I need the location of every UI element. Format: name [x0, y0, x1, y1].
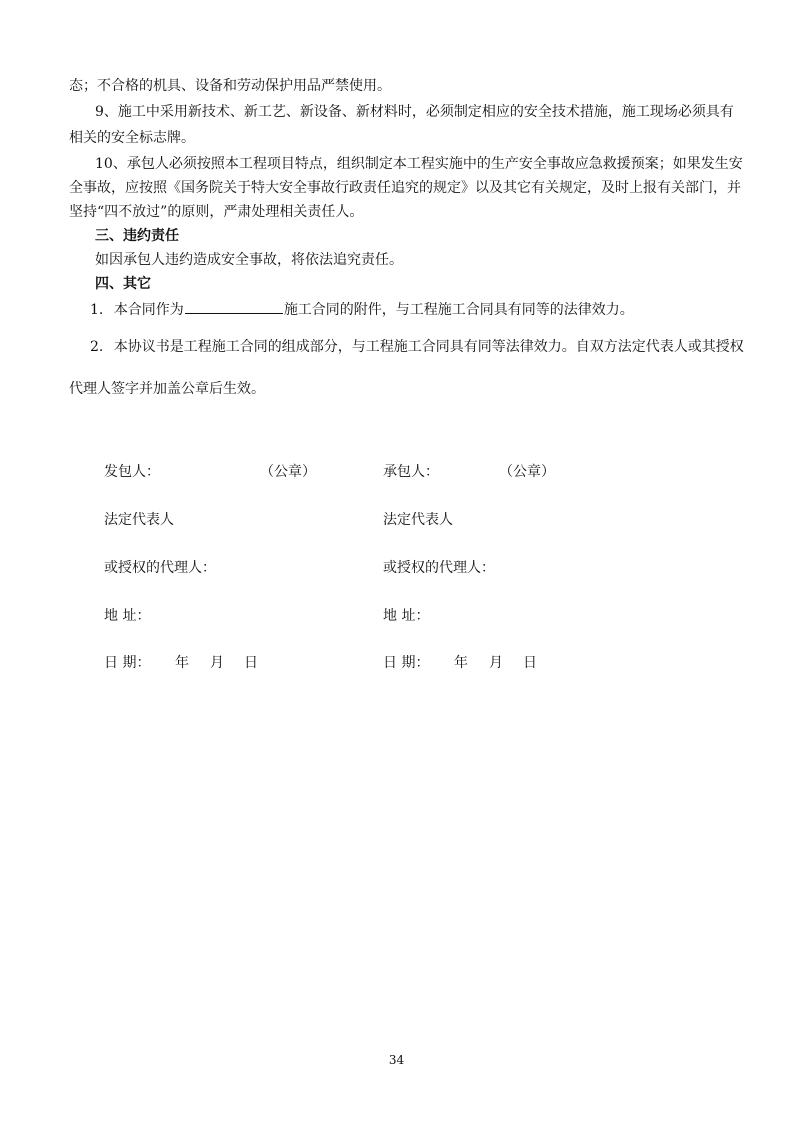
employer-date-day: 日 — [244, 655, 258, 671]
contractor-address: 地 址： — [383, 608, 430, 624]
section-4-item-2-line-2: 代理人签字并加盖公章后生效。 — [69, 381, 265, 397]
contractor-agent: 或授权的代理人： — [383, 560, 495, 576]
employer-legal-rep: 法定代表人 — [104, 512, 174, 528]
section-3-heading: 三、违约责任 — [95, 228, 179, 244]
clause-10-line-1: 10、承包人必须按照本工程项目特点，组织制定本工程实施中的生产安全事故应急救援预案；如果发生安 — [95, 156, 743, 172]
contract-name-blank — [185, 299, 283, 314]
item-2-line-1: 本协议书是工程施工合同的组成部分，与工程施工合同具有同等法律效力。自双方法定代表人或其授权 — [113, 339, 744, 355]
contractor-date-day: 日 — [523, 655, 537, 671]
section-4-item-2 — [90, 337, 744, 357]
section-4-heading: 四、其它 — [95, 276, 151, 292]
employer-date-label: 日 期： — [104, 655, 151, 671]
contractor-legal-rep: 法定代表人 — [383, 512, 453, 528]
contractor-date-label: 日 期： — [383, 655, 430, 671]
contractor-date-month: 月 — [489, 655, 503, 671]
page-number: 34 — [388, 1053, 405, 1067]
item-2-number: 2. — [90, 339, 104, 355]
employer-label: 发包人： — [104, 464, 160, 480]
clause-9-line-2: 相关的安全标志牌。 — [69, 130, 195, 146]
employer-date-month: 月 — [210, 655, 224, 671]
employer-seal: （公章） — [260, 464, 316, 480]
clause-10-line-2: 全事故，应按照《国务院关于特大安全事故行政责任追究的规定》以及其它有关规定，及时上报有关部门，并 — [69, 180, 741, 196]
contractor-label: 承包人： — [383, 464, 439, 480]
section-4-item-1 — [90, 299, 634, 320]
item-1-after: 施工合同的附件，与工程施工合同具有同等的法律效力。 — [283, 302, 634, 318]
clause-8-tail: 态；不合格的机具、设备和劳动保护用品严禁使用。 — [69, 78, 391, 94]
contractor-date-year: 年 — [454, 655, 468, 671]
contractor-seal: （公章） — [499, 464, 555, 480]
item-1-number: 1. — [90, 302, 104, 318]
employer-date-year: 年 — [175, 655, 189, 671]
item-1-before: 本合同作为 — [113, 302, 184, 318]
clause-9-line-1: 9、施工中采用新技术、新工艺、新设备、新材料时，必须制定相应的安全技术措施，施工现场必须具有 — [95, 104, 734, 120]
section-3-text: 如因承包人违约造成安全事故，将依法追究责任。 — [95, 252, 403, 268]
clause-10-line-3: 坚持“四不放过”的原则，严肃处理相关责任人。 — [69, 204, 364, 220]
employer-agent: 或授权的代理人： — [104, 560, 216, 576]
employer-address: 地 址： — [104, 608, 151, 624]
